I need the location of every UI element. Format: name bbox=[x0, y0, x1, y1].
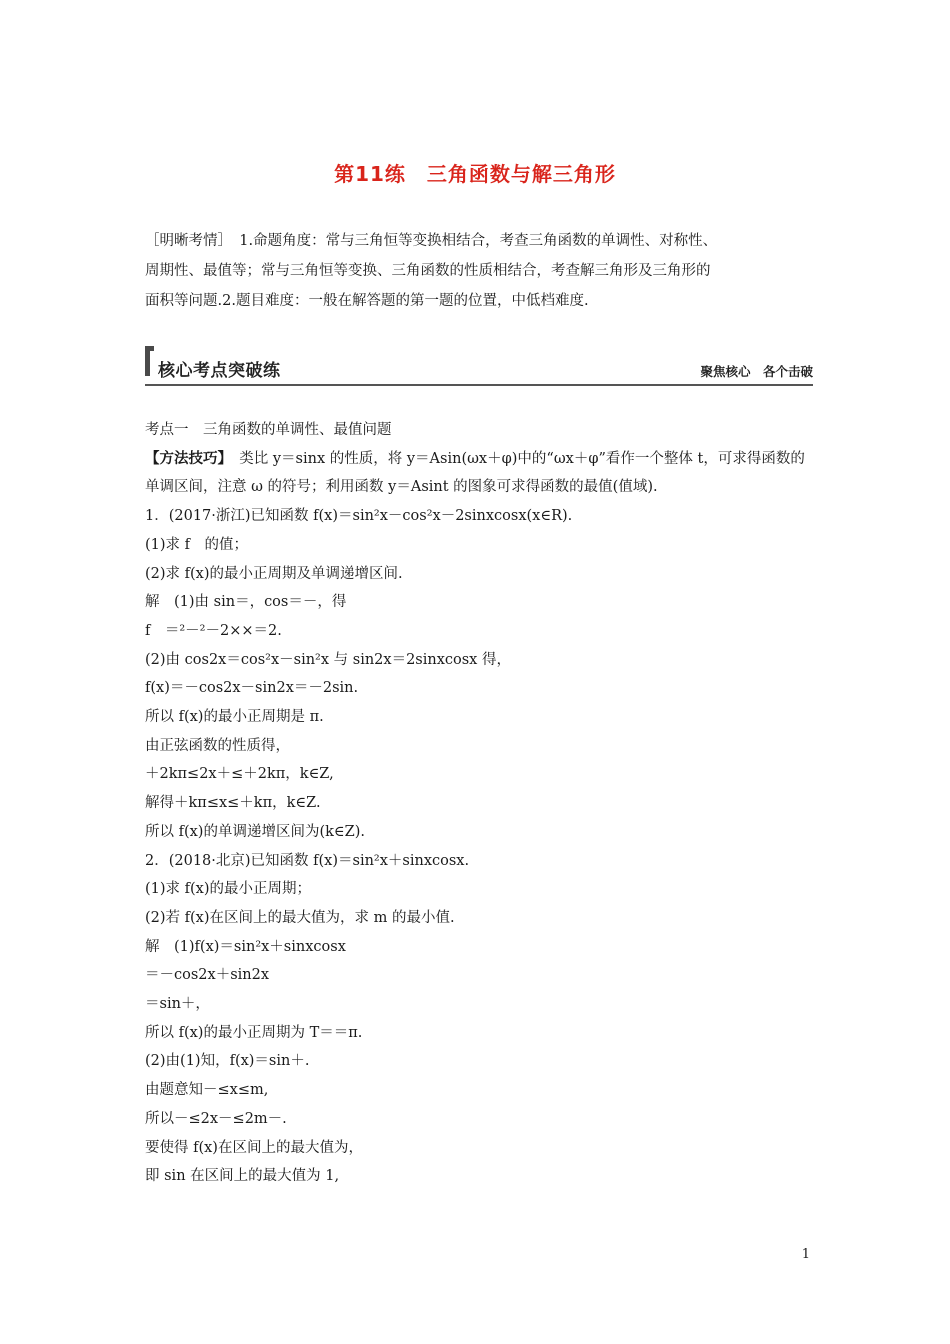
content-line: 即 sin 在区间上的最大值为 1, bbox=[145, 1168, 340, 1185]
section-divider bbox=[145, 384, 813, 386]
page-number: 1 bbox=[801, 1247, 810, 1262]
intro-line: 面积等问题.2.题目难度：一般在解答题的第一题的位置，中低档难度. bbox=[145, 293, 589, 309]
main-content bbox=[145, 416, 815, 1191]
content-line: 要使得 f(x)在区间上的最大值为， bbox=[145, 1139, 363, 1156]
intro-line: 周期性、最值等；常与三角恒等变换、三角函数的性质相结合，考查解三角形及三角形的 bbox=[145, 263, 711, 279]
method-label: 【方法技巧】 bbox=[145, 450, 225, 467]
method-text: 类比 y＝sinx 的性质，将 y＝Asin(ωx＋φ)中的“ωx＋φ”看作一个整体 t，可求得函数的单调区间，注意 ω 的符号；利用函数 y＝Asint 的图象可求得函数的最值(值域). bbox=[145, 450, 805, 496]
content-line: (2)由 cos2x＝cos²x－sin²x 与 sin2x＝2sinxcosx 得， bbox=[145, 651, 511, 668]
content-line: 1．(2017·浙江)已知函数 f(x)＝sin²x－cos²x－2sinxcosx(x∈R). bbox=[145, 508, 573, 525]
section-header bbox=[145, 346, 813, 386]
exam-analysis-intro bbox=[145, 226, 815, 316]
section-bracket-decoration bbox=[145, 346, 154, 376]
content-line: 解得＋kπ≤x≤＋kπ，k∈Z. bbox=[145, 795, 321, 812]
content-line: f ＝²－²－2××＝2. bbox=[145, 622, 282, 639]
content-line: ＋2kπ≤2x＋≤＋2kπ，k∈Z, bbox=[145, 766, 334, 783]
content-line: 解 (1)由 sin＝，cos＝－，得 bbox=[145, 594, 347, 611]
content-line: (1)求 f(x)的最小正周期； bbox=[145, 881, 312, 898]
content-line: (2)求 f(x)的最小正周期及单调递增区间. bbox=[145, 565, 403, 582]
content-line: 所以 f(x)的单调递增区间为(k∈Z). bbox=[145, 823, 365, 840]
content-line: 解 (1)f(x)＝sin²x＋sinxcosx bbox=[145, 938, 346, 955]
content-line: 所以 f(x)的最小正周期是 π. bbox=[145, 709, 324, 726]
content-line: f(x)＝－cos2x－sin2x＝－2sin. bbox=[145, 680, 359, 697]
content-line: ＝－cos2x＋sin2x bbox=[145, 967, 270, 984]
content-line: (2)若 f(x)在区间上的最大值为，求 m 的最小值. bbox=[145, 909, 455, 926]
content-line: ＝sin＋， bbox=[145, 996, 210, 1013]
method-tips bbox=[145, 445, 815, 502]
content-line: 2．(2018·北京)已知函数 f(x)＝sin²x＋sinxcosx. bbox=[145, 852, 470, 869]
page-title: 第11练 三角函数与解三角形 bbox=[334, 162, 616, 186]
content-line: 由正弦函数的性质得， bbox=[145, 737, 290, 754]
content-line: 所以－≤2x－≤2m－. bbox=[145, 1110, 287, 1127]
section-title: 核心考点突破练 bbox=[158, 361, 281, 381]
topic-heading: 考点一 三角函数的单调性、最值问题 bbox=[145, 422, 392, 438]
content-line: 由题意知－≤x≤m, bbox=[145, 1082, 269, 1099]
intro-line: ［明晰考情］ 1.命题角度：常与三角恒等变换相结合，考查三角函数的单调性、对称性、 bbox=[145, 233, 718, 249]
content-line: (1)求 f 的值； bbox=[145, 536, 249, 553]
content-line: (2)由(1)知，f(x)＝sin＋. bbox=[145, 1053, 310, 1070]
content-line: 所以 f(x)的最小正周期为 T＝＝π. bbox=[145, 1024, 363, 1041]
section-subtitle: 聚焦核心 各个击破 bbox=[700, 364, 813, 379]
